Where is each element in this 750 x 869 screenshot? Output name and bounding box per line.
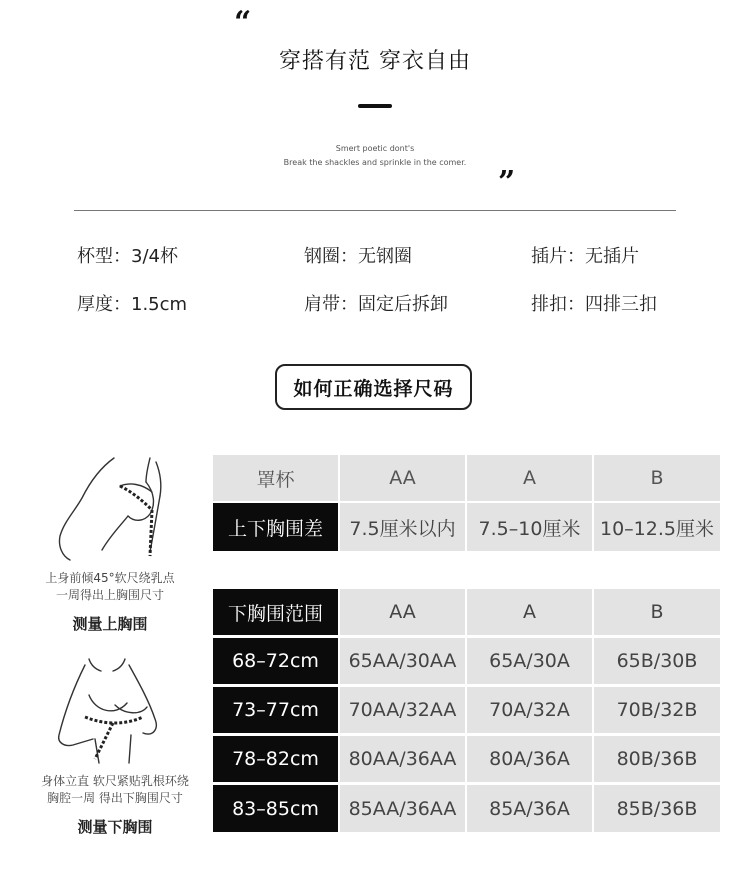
band-row-aa: 70AA/32AA bbox=[340, 687, 465, 733]
title-underline bbox=[358, 104, 392, 108]
close-quote: ” bbox=[498, 165, 516, 200]
size-guide-button[interactable]: 如何正确选择尺码 bbox=[275, 364, 472, 410]
upper-measure-title: 测量上胸围 bbox=[72, 615, 148, 633]
spec-thickness: 厚度：1.5cm bbox=[77, 294, 188, 315]
lower-caption-line-1: 身体立直 软尺紧贴乳根环绕 bbox=[41, 774, 189, 788]
subtitle-line-1: Smert poetic dont's bbox=[335, 144, 415, 153]
band-row-b: 85B/36B bbox=[594, 785, 720, 832]
subtitle-line-2: Break the shackles and sprinkle in the comer. bbox=[283, 158, 467, 167]
spec-insert: 插片：无插片 bbox=[531, 246, 639, 267]
band-row-a: 85A/36A bbox=[467, 785, 592, 832]
band-row-aa: 65AA/30AA bbox=[340, 638, 465, 684]
spec-underwire: 钢圈：无钢圈 bbox=[304, 246, 412, 267]
band-header-label: 下胸围范围 bbox=[213, 589, 338, 635]
band-row-a: 65A/30A bbox=[467, 638, 592, 684]
cup-row-b: 10–12.5厘米 bbox=[594, 503, 720, 551]
band-row-range: 68–72cm bbox=[213, 638, 338, 684]
cup-header-label: 罩杯 bbox=[213, 455, 338, 501]
lower-bust-measure-illustration bbox=[55, 655, 170, 765]
band-row-aa: 85AA/36AA bbox=[340, 785, 465, 832]
band-header-aa: AA bbox=[340, 589, 465, 635]
band-row-range: 73–77cm bbox=[213, 687, 338, 733]
cup-row-aa: 7.5厘米以内 bbox=[340, 503, 465, 551]
upper-caption-line-2: 一周得出上胸围尺寸 bbox=[55, 588, 164, 602]
section-divider bbox=[74, 210, 676, 211]
upper-caption-line-1: 上身前倾45°软尺绕乳点 bbox=[45, 571, 175, 585]
spec-hook: 排扣：四排三扣 bbox=[531, 294, 657, 315]
cup-header-a: A bbox=[467, 455, 592, 501]
spec-strap: 肩带：固定后拆卸 bbox=[304, 294, 448, 315]
cup-row-a: 7.5–10厘米 bbox=[467, 503, 592, 551]
band-header-b: B bbox=[594, 589, 720, 635]
cup-header-b: B bbox=[594, 455, 720, 501]
lower-measure-title: 测量下胸围 bbox=[77, 818, 153, 836]
band-row-b: 65B/30B bbox=[594, 638, 720, 684]
open-quote: “ bbox=[234, 5, 252, 40]
band-row-range: 83–85cm bbox=[213, 785, 338, 832]
band-row-b: 70B/32B bbox=[594, 687, 720, 733]
page-title: 穿搭有范 穿衣自由 bbox=[279, 49, 471, 74]
cup-row-label: 上下胸围差 bbox=[213, 503, 338, 551]
band-row-b: 80B/36B bbox=[594, 736, 720, 782]
band-header-a: A bbox=[467, 589, 592, 635]
band-row-range: 78–82cm bbox=[213, 736, 338, 782]
cup-header-aa: AA bbox=[340, 455, 465, 501]
band-row-a: 70A/32A bbox=[467, 687, 592, 733]
spec-cup-type: 杯型：3/4杯 bbox=[77, 246, 178, 267]
upper-bust-measure-illustration bbox=[50, 452, 180, 562]
band-row-a: 80A/36A bbox=[467, 736, 592, 782]
band-row-aa: 80AA/36AA bbox=[340, 736, 465, 782]
lower-caption-line-2: 胸腔一周 得出下胸围尺寸 bbox=[47, 791, 183, 805]
